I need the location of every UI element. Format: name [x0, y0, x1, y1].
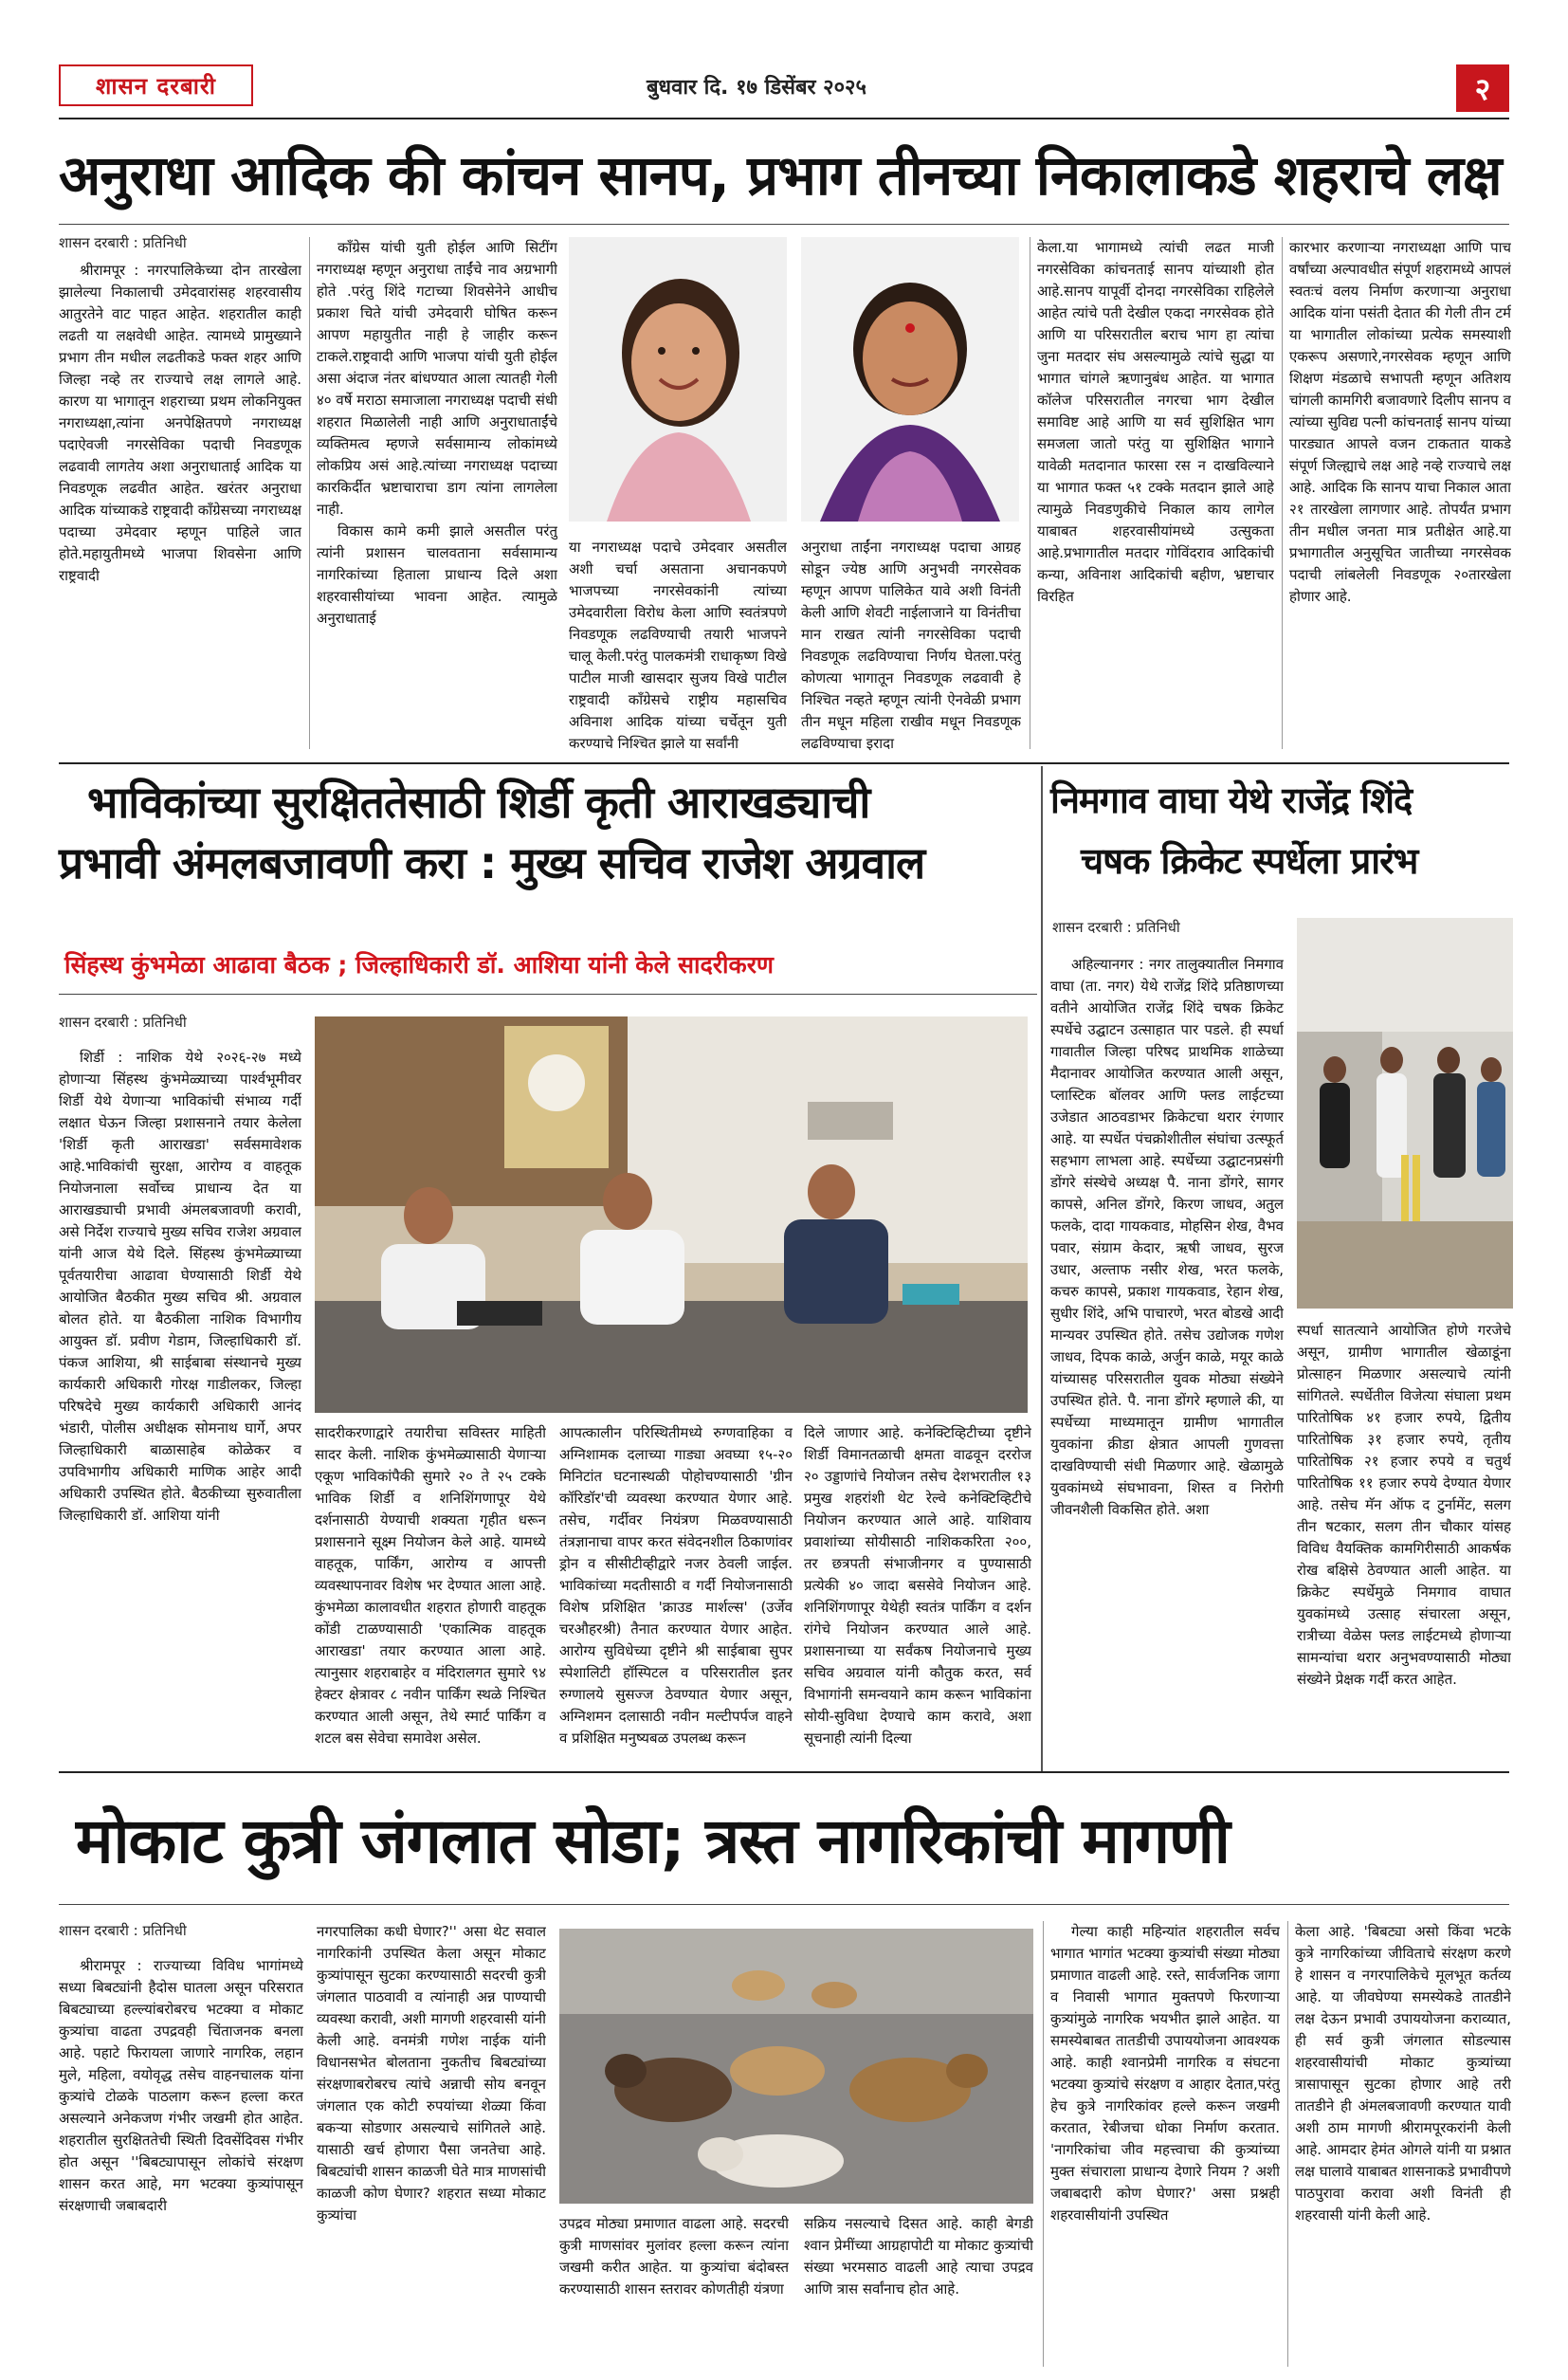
newspaper-logo — [59, 64, 253, 106]
column-rule — [1282, 237, 1283, 749]
story4-col3-text: उपद्रव मोठ्या प्रमाणात वाढला आहे. सदरची कुत्री माणसांवर मुलांवर हल्ला करून त्यांना जखमी करीत आहेत. या कुत्र्यांचा बंदोबस्त करण्यासाठी शासन स्तरावर कोणतीही यंत्रणा — [559, 2215, 789, 2298]
story4-col2 — [317, 1921, 546, 2363]
story4-byline: शासन दरबारी : प्रतिनिधी — [59, 1922, 187, 1939]
story1-col1 — [59, 260, 301, 753]
page-number: २ — [1456, 64, 1509, 112]
story1-col4 — [801, 537, 1021, 755]
story1-col1-text: श्रीरामपूर : नगरपालिकेच्या दोन तारखेला झालेल्या निकालाची उमेदवारांसह शहरवासीय आतुरतेने वाट पाहत आहेत. शहरातील काही लढती या लक्षवेधी आहेत. त्यामध्ये प्रामुख्याने प्रभाग तीन मधील लढतीकडे फक्त शहर आणि जिल्हा नव्हे तर राज्याचे लक्ष लागले आहे. कारण या भागातून शहराच्या प्रथम लोकनियुक्त नगराध्यक्षा,त्यांना अनपेक्षितपणे नगराध्यक्ष पदाऐवजी नगरसेविका पदाची निवडणूक लढवावी लागतेय अशा अनुराधाताई आदिक या निवडणूक लढवीत आहेत. खरंतर अनुराधा आदिक यांच्याकडे राष्ट्रवादी काँग्रेसच्या नगराध्यक्ष पदाच्या उमेदवार म्हणून पाहिले जात होते.महायुतीमध्ये भाजपा शिवसेना आणि राष्ट्रवादी — [59, 262, 301, 584]
photo-review-meeting — [315, 1016, 1028, 1413]
story1-col4-text: अनुराधा ताईंना नगराध्यक्ष पदाचा आग्रह सोडून ज्येष्ठ आणि अनुभवी नगरसेवक म्हणून आपण पालिकेत यावे अशी विनंती केली आणि शेवटी नाईलाजाने या विनंतीचा मान राखत त्यांनी नगरसेविका पदाची निवडणूक लढविण्याचा निर्णय घेतला.परंतु कोणत्या भागातून निवडणूक लढवावी हे निश्चित नव्हते म्हणून त्यांनी ऐनवेळी प्रभाग तीन मधून महिला राखीव मधून निवडणूक लढविण्याचा इरादा — [801, 539, 1021, 752]
story3-headline-line1: निमगाव वाघा येथे राजेंद्र शिंदे — [1050, 779, 1413, 821]
story3-headline-line2: चषक क्रिकेट स्पर्धेला प्रारंभ — [1081, 840, 1418, 882]
story4-col2-text: नगरपालिका कधी घेणार?'' असा थेट सवाल नागरिकांनी उपस्थित केला असून मोकाट कुत्र्यांपासून सुटका करण्यासाठी सदरची कुत्री जंगलात पाठवावी व त्यांनाही अन्न पाण्याची व्यवस्था करावी, अशी मागणी शहरवासी यांनी केली आहे. वनमंत्री गणेश नाईक यांनी विधानसभेत बोलताना नुकतीच बिबट्यांच्या संरक्षणाबरोबरच त्यांचे अन्नाची सोय बनवून जंगलात एक कोटी रुपयांच्या शेळ्या किंवा बकऱ्या सोडणार असल्याचे सांगितले आहे. यासाठी खर्च होणारा पैसा जनतेचा आहे. बिबट्यांची शासन काळजी घेते मात्र माणसांची काळजी कोण घेणार? शहरात सध्या मोकाट कुत्र्यांचा — [317, 1923, 546, 2224]
logo-text: शासन दरबारी — [96, 72, 216, 100]
story1-col3-text: या नगराध्यक्ष पदाचे उमेदवार असतील अशी चर्चा असताना अचानकपणे भाजपच्या नगरसेवकांनी त्यांच्या उमेदवारीला विरोध केला आणि स्वतंत्रपणे निवडणूक लढविण्याची तयारी भाजपने चालू केली.परंतु पालकमंत्री राधाकृष्ण विखे पाटील माजी खासदार सुजय विखे पाटील राष्ट्रवादी काँग्रेसचे राष्ट्रीय महासचिव अविनाश आदिक यांच्या चर्चेतून युती करण्याचे निश्चित झाले या सर्वांनी — [569, 539, 787, 752]
story2-col4-text: दिले जाणार आहे. कनेक्टिव्हिटीच्या दृष्टीने शिर्डी विमानतळाची क्षमता वाढवून दररोज २० उड्डाणांचे नियोजन तसेच देशभरातील १३ प्रमुख शहरांशी थेट रेल्वे कनेक्टिव्हिटीचे नियोजन करण्यात आले आहे. याशिवाय प्रवाशांच्या सोयीसाठी नाशिककरिता २००, तर छत्रपती संभाजीनगर व पुण्यासाठी प्रत्येकी ४० जादा बससेवे नियोजन आहे. शनिशिंगणापूर येथेही स्वतंत्र पार्किंग व दर्शन रांगेचे नियोजन करण्यात आले आहे. प्रशासनाच्या या सर्वंकष नियोजनाचे मुख्य सचिव अग्रवाल यांनी कौतुक करत, सर्व विभागांनी समन्वयाने काम करून भाविकांना सोयी-सुविधा देण्याचे काम करावे, अशा सूचनाही त्यांनी दिल्या — [804, 1424, 1031, 1747]
story1-col2-text: काँग्रेस यांची युती होईल आणि सिटींग नगराध्यक्ष म्हणून अनुराधा ताईंचे नाव अग्रभागी होते .परंतु शिंदे गटाच्या शिवसेनेने आधीच प्रकाश चिते यांची उमेदवारी घोषित करून आपण महायुतीत नाही हे जाहीर करून टाकले.राष्ट्रवादी आणि भाजपा यांची युती होईल असा अंदाज नंतर बांधण्यात आला त्यातही गेली ४० वर्षे मराठा समाजाला नगराध्यक्ष पदाची संधी शहरात मिळालेली नाही आणि अनुराधाताईंचे व्यक्तिमत्व म्हणजे सर्वसामान्य लोकांमध्ये लोकप्रिय असं आहे.त्यांच्या नगराध्यक्ष पदाच्या कारकिर्दीत भ्रष्टाचाराचा डाग त्यांना लागलेला नाही. — [317, 239, 557, 518]
story3-col2-text: स्पर्धा सातत्याने आयोजित होणे गरजेचे असून, ग्रामीण भागातील खेळाडूंना प्रोत्साहन मिळणार असल्याचे त्यांनी सांगितले. स्पर्धेतील विजेत्या संघाला प्रथम पारितोषिक ४१ हजार रुपये, द्वितीय पारितोषिक ३१ हजार रुपये, तृतीय पारितोषिक २१ हजार रुपये व चतुर्थ पारितोषिक ११ हजार रुपये देण्यात येणार आहे. तसेच मॅन ऑफ द टुर्नामेंट, सलग तीन षटकार, सलग तीन चौकार यांसह विविध वैयक्तिक कामगिरीसाठी आकर्षक रोख बक्षिसे ठेवण्यात आली आहेत. या क्रिकेट स्पर्धेमुळे निमगाव वाघात युवकांमध्ये उत्साह संचारला असून, रात्रीच्या वेळेस फ्लड लाईटमध्ये होणाऱ्या सामन्यांचा थरार अनुभवण्यासाठी मोठ्या संख्येने प्रेक्षक गर्दी करत आहेत. — [1297, 1322, 1511, 1688]
divider — [59, 224, 1509, 225]
story1-byline: शासन दरबारी : प्रतिनिधी — [59, 234, 187, 251]
story3-byline: शासन दरबारी : प्रतिनिधी — [1052, 919, 1180, 936]
photo-anuradha-adik — [569, 237, 787, 522]
story2-subhead: सिंहस्थ कुंभमेळा आढावा बैठक ; जिल्हाधिकारी डॉ. आशिया यांनी केले सादरीकरण — [64, 951, 775, 979]
divider — [59, 1904, 1509, 1905]
section-rule — [1041, 766, 1043, 1771]
story2-col2 — [315, 1422, 546, 1756]
story2-col1 — [59, 1047, 301, 1750]
story4-col6-text: केला आहे. 'बिबट्या असो किंवा भटके कुत्रे नागरिकांच्या जीविताचे संरक्षण करणे हे शासन व नगरपालिकेचे मूलभूत कर्तव्य आहे. या जीवघेण्या समस्येकडे तातडीने लक्ष देऊन प्रभावी उपाययोजना कराव्यात, ही सर्व कुत्री जंगलात सोडल्यास शहरवासीयांची मोकाट कुत्र्यांच्या त्रासापासून सुटका होणार आहे तरी तातडीने ही अंमलबजावणी करण्यात यावी अशी ठाम मागणी श्रीरामपूरकरांनी केली आहे. आमदार हेमंत ओगले यांनी या प्रश्नात लक्ष घालावे याबाबत शासनाकडे प्रभावीपणे पाठपुरावा करावा अशी विनंती ही शहरवासी यांनी केली आहे. — [1295, 1923, 1511, 2224]
divider — [59, 1771, 1509, 1773]
story2-headline-line1: भाविकांच्या सुरक्षिततेसाठी शिर्डी कृती आराखड्याची — [87, 777, 870, 828]
divider — [59, 762, 1509, 764]
photo-cricket-inauguration — [1297, 918, 1513, 1309]
story2-col3 — [559, 1422, 793, 1756]
story2-col4 — [804, 1422, 1031, 1756]
story4-headline: मोकाट कुत्री जंगलात सोडा; त्रस्त नागरिकांची मागणी — [76, 1804, 1230, 1877]
masthead-rule — [59, 118, 1509, 119]
story2-col3-text: आपत्कालीन परिस्थितीमध्ये रुग्णवाहिका व अग्निशामक दलाच्या गाड्या अवघ्या १५-२० मिनिटांत घटनास्थळी पोहोचण्यासाठी 'ग्रीन कॉरिडॉर'ची व्यवस्था करण्यात येणार आहे. तसेच, गर्दीवर नियंत्रण मिळवण्यासाठी तंत्रज्ञानाचा वापर करत संवेदनशील ठिकाणांवर ड्रोन व सीसीटीव्हीद्वारे नजर ठेवली जाईल. भाविकांच्या मदतीसाठी व गर्दी नियोजनासाठी विशेष प्रशिक्षित 'क्राउड मार्शल्स' (उर्जेव चरऔहरश्री) तैनात करण्यात येणार आहेत. आरोग्य सुविधेच्या दृष्टीने श्री साईबाबा सुपर स्पेशालिटी हॉस्पिटल व परिसरातील इतर रुग्णालये सुसज्ज ठेवण्यात येणार असून, अग्निशमन दलासाठी नवीन मल्टीपर्पज वाहने व प्रशिक्षित मनुष्यबळ उपलब्ध करून — [559, 1424, 793, 1747]
story4-col1 — [59, 1955, 303, 2363]
story2-headline-line2: प्रभावी अंमलबजावणी करा : मुख्य सचिव राजेश अग्रवाल — [59, 837, 925, 888]
story3-col1-text: अहिल्यानगर : नगर तालुक्यातील निमगाव वाघा (ता. नगर) येथे राजेंद्र शिंदे प्रतिष्ठाणच्या वतीने आयोजित राजेंद्र शिंदे चषक क्रिकेट स्पर्धेचे उद्घाटन उत्साहात पार पडले. ही स्पर्धा गावातील जिल्हा परिषद प्राथमिक शाळेच्या मैदानावर आयोजित करण्यात आली असून, प्लास्टिक बॉलवर आणि फ्लड लाईटच्या उजेडात आठवडाभर क्रिकेटचा थरार रंगणार आहे. या स्पर्धेत पंचक्रोशीतील संघांचा उत्स्फूर्त सहभाग लाभला आहे. स्पर्धेच्या उद्घाटनप्रसंगी डोंगरे संस्थेचे अध्यक्ष पै. नाना डोंगरे, सागर कापसे, अनिल डोंगरे, किरण जाधव, अतुल फलके, दादा गायकवाड, मोहसिन शेख, वैभव पवार, संग्राम केदार, ऋषी जाधव, सुरज उधार, अल्ताफ नसीर शेख, भरत फलके, कचरु कापसे, प्रकाश गायकवाड, रेहान शेख, सुधीर शिंदे, अभि पाचारणे, भरत बोडखे आदी मान्यवर उपस्थित होते. तसेच उद्योजक गणेश जाधव, दिपक काळे, अर्जुन काळे, मयूर काळे यांच्यासह परिसरातील युवक मोठ्या संख्येने उपस्थित होते. पै. नाना डोंगरे म्हणाले की, या स्पर्धेच्या माध्यमातून ग्रामीण भागातील युवकांना क्रीडा क्षेत्रात आपली गुणवत्ता दाखविण्याची संधी मिळणार आहे. खेळामुळे युवकांमध्ये संघभावना, शिस्त व निरोगी जीवनशैली विकसित होते. अशा — [1050, 956, 1284, 1518]
photo-kanchan-sanap — [801, 237, 1019, 522]
story2-byline: शासन दरबारी : प्रतिनिधी — [59, 1014, 187, 1031]
story2-col1-text: शिर्डी : नाशिक येथे २०२६-२७ मध्ये होणाऱ्या सिंहस्थ कुंभमेळ्याच्या पार्श्वभूमीवर शिर्डी येथे येणाऱ्या भाविकांची संभाव्य गर्दी लक्षात घेऊन जिल्हा प्रशासनाने तयार केलेला 'शिर्डी कृती आराखडा' सर्वसमावेशक आहे.भाविकांची सुरक्षा, आरोग्य व वाहतूक नियोजनाला सर्वोच्च प्राधान्य देत या आराखड्याची प्रभावी अंमलबजावणी करावी, असे निर्देश राज्याचे मुख्य सचिव राजेश अग्रवाल यांनी आज येथे दिले. सिंहस्थ कुंभमेळ्याच्या पूर्वतयारीचा आढावा घेण्यासाठी शिर्डी येथे आयोजित बैठकीत मुख्य सचिव श्री. अग्रवाल बोलत होते. या बैठकीला नाशिक विभागीय आयुक्त डॉ. प्रवीण गेडाम, जिल्हाधिकारी डॉ. पंकज आशिया, श्री साईबाबा संस्थानचे मुख्य कार्यकारी अधिकारी गोरक्ष गाडीलकर, जिल्हा परिषदेचे मुख्य कार्यकारी अधिकारी आनंद भंडारी, पोलीस अधीक्षक सोमनाथ घार्गे, अपर जिल्हाधिकारी बाळासाहेब कोळेकर व उपविभागीय अधिकारी माणिक आहेर आदी अधिकारी उपस्थित होते. बैठकीच्या सुरुवातीला जिल्हाधिकारी डॉ. आशिया यांनी — [59, 1049, 301, 1524]
column-rule — [309, 237, 310, 749]
story1-col6-text: कारभार करणाऱ्या नगराध्यक्षा आणि पाच वर्षांच्या अल्पावधीत संपूर्ण शहरामध्ये आपलं स्वतःचं वलय निर्माण करणाऱ्या अनुराधा आदिक यांना पसंती देतात की गेली तीन टर्म या भागातील लोकांच्या प्रत्येक समस्याशी एकरूप असणारे,नगरसेवक म्हणून आणि शिक्षण मंडळाचे सभापती म्हणून अतिशय चांगली कामगिरी बजावणारे दिलीप सानप व त्यांच्या सुविद्य पत्नी कांचनताई सानप यांच्या पारड्यात आपले वजन टाकतात याकडे संपूर्ण जिल्ह्याचे लक्ष आहे नव्हे राज्याचे लक्ष आहे. आदिक कि सानप याचा निकाल आता २१ तारखेला लागणार आहे. तोपर्यंत प्रभाग तीन मधील जनता मात्र प्रतीक्षेत आहे.या प्रभागातील अनुसूचित जातीच्या नगरसेवक पदाची लांबलेली निवडणूक २०तारखेला होणार आहे. — [1289, 239, 1511, 605]
story1-col2 — [317, 237, 557, 753]
story2-col2-text: सादरीकरणाद्वारे तयारीचा सविस्तर माहिती सादर केली. नाशिक कुंभमेळ्यासाठी येणाऱ्या एकूण भाविकांपैकी सुमारे २० ते २५ टक्के भाविक शिर्डी व शनिशिंगणापूर येथे दर्शनासाठी येण्याची शक्यता गृहीत धरून प्रशासनाने सूक्ष्म नियोजन केले आहे. यामध्ये वाहतूक, पार्किंग, आरोग्य व आपत्ती व्यवस्थापनावर विशेष भर देण्यात आला आहे. कुंभमेळा कालावधीत शहरात होणारी वाहतूक कोंडी टाळण्यासाठी 'एकात्मिक वाहतूक आराखडा' तयार करण्यात आला आहे. त्यानुसार शहराबाहेर व मंदिरालगत सुमारे ९४ हेक्टर क्षेत्रावर ८ नवीन पार्किंग स्थळे निश्चित करण्यात आली असून, तेथे स्मार्ट पार्किंग व शटल बस सेवेचा समावेश असेल. — [315, 1424, 546, 1747]
story4-col5 — [1050, 1921, 1280, 2363]
column-rule — [1287, 1921, 1288, 2367]
story1-col3 — [569, 537, 787, 755]
story4-col1-text: श्रीरामपूर : राज्याच्या विविध भागांमध्ये सध्या बिबट्यांनी हैदोस घातला असून परिसरात बिबट्याच्या हल्ल्यांबरोबरच भटक्या व मोकाट कुत्र्यांचा वाढता उपद्रवही चिंताजनक बनला आहे. पहाटे फिरायला जाणारे नागरिक, लहान मुले, महिला, वयोवृद्ध तसेच वाहनचालक यांना कुत्र्यांचे टोळके पाठलाग करून हल्ला करत असल्याने अनेकजण गंभीर जखमी होत आहेत. शहरातील सुरक्षिततेची स्थिती दिवसेंदिवस गंभीर होत असून ''बिबट्यापासून लोकांचे संरक्षण शासन करत आहे, मग भटक्या कुत्र्यांपासून संरक्षणाची जबाबदारी — [59, 1957, 303, 2214]
story3-col1 — [1050, 954, 1284, 1756]
story4-col4 — [804, 2213, 1033, 2363]
story4-col6 — [1295, 1921, 1511, 2363]
story1-col5 — [1037, 237, 1274, 753]
divider — [59, 994, 1037, 995]
story4-col5-text: गेल्या काही महिन्यांत शहरातील सर्वच भागात भागांत भटक्या कुत्र्यांची संख्या मोठ्या प्रमाणात वाढली आहे. रस्ते, सार्वजनिक जागा व निवासी भागात मुक्तपणे फिरणाऱ्या कुत्र्यांमुळे नागरिक भयभीत झाले आहेत. या समस्येबाबत तातडीची उपाययोजना आवश्यक आहे. काही श्वानप्रेमी नागरिक व संघटना भटक्या कुत्र्यांचे संरक्षण व आहार देतात,परंतु हेच कुत्रे नागरिकांवर हल्ले करून जखमी करतात, रेबीजचा धोका निर्माण करतात. 'नागरिकांचा जीव महत्त्वाचा की कुत्र्यांच्या मुक्त संचाराला प्राधान्य देणारे नियम ? अशी जबाबदारी कोण घेणार?' असा प्रश्नही शहरवासीयांनी उपस्थित — [1050, 1923, 1280, 2224]
photo-stray-dogs — [559, 1929, 1033, 2204]
masthead — [59, 64, 1509, 114]
column-rule — [1043, 1921, 1044, 2367]
story1-col5-text: केला.या भागामध्ये त्यांची लढत माजी नगरसेविका कांचनताई सानप यांच्याशी होत आहे.सानप यापूर्वी दोनदा नगरसेविका राहिलेले आहेत त्यांचे पती देखील एकदा नगरसेवक होते आणि या परिसरातील बराच भाग हा त्यांचा जुना मतदार संघ असल्यामुळे त्यांचे सुद्धा या भागात चांगले ऋणानुबंध आहेत. या भागात कॉलेज परिसरातील नगरचा भाग देखील समाविष्ट आहे आणि या सर्व सुशिक्षित भाग समजला जातो परंतु या सुशिक्षित भागाने यावेळी मतदानात फारसा रस न दाखविल्याने या भागात फक्त ५१ टक्के मतदान झाले आहे त्यामुळे निवडणुकीचे निकाल काय लागेल याबाबत शहरवासीयांमध्ये उत्सुकता आहे.प्रभागातील मतदार गोविंदराव आदिकांची कन्या, अविनाश आदिकांची बहीण, भ्रष्टाचार विरहित — [1037, 239, 1274, 605]
story4-col3 — [559, 2213, 789, 2363]
story1-col6 — [1289, 237, 1511, 753]
story3-col2 — [1297, 1320, 1511, 1756]
issue-date: बुधवार दि. १७ डिसेंबर २०२५ — [647, 76, 866, 100]
story4-col4-text: सक्रिय नसल्याचे दिसत आहे. काही बेगडी श्वान प्रेमींच्या आग्रहापोटी या मोकाट कुत्र्यांची संख्या भरमसाठ वाढली आहे त्याचा उपद्रव आणि त्रास सर्वांनाच होत आहे. — [804, 2215, 1033, 2298]
story1-headline: अनुराधा आदिक की कांचन सानप, प्रभाग तीनच्या निकालाकडे शहराचे लक्ष — [59, 143, 1502, 208]
story1-col2b-text: विकास कामे कमी झाले असतील परंतु त्यांनी प्रशासन चालवताना सर्वसामान्य नागरिकांच्या हिताला प्राधान्य दिले अशा शहरवासीयांच्या भावना आहेत. त्यामुळे अनुराधाताई — [317, 522, 557, 627]
